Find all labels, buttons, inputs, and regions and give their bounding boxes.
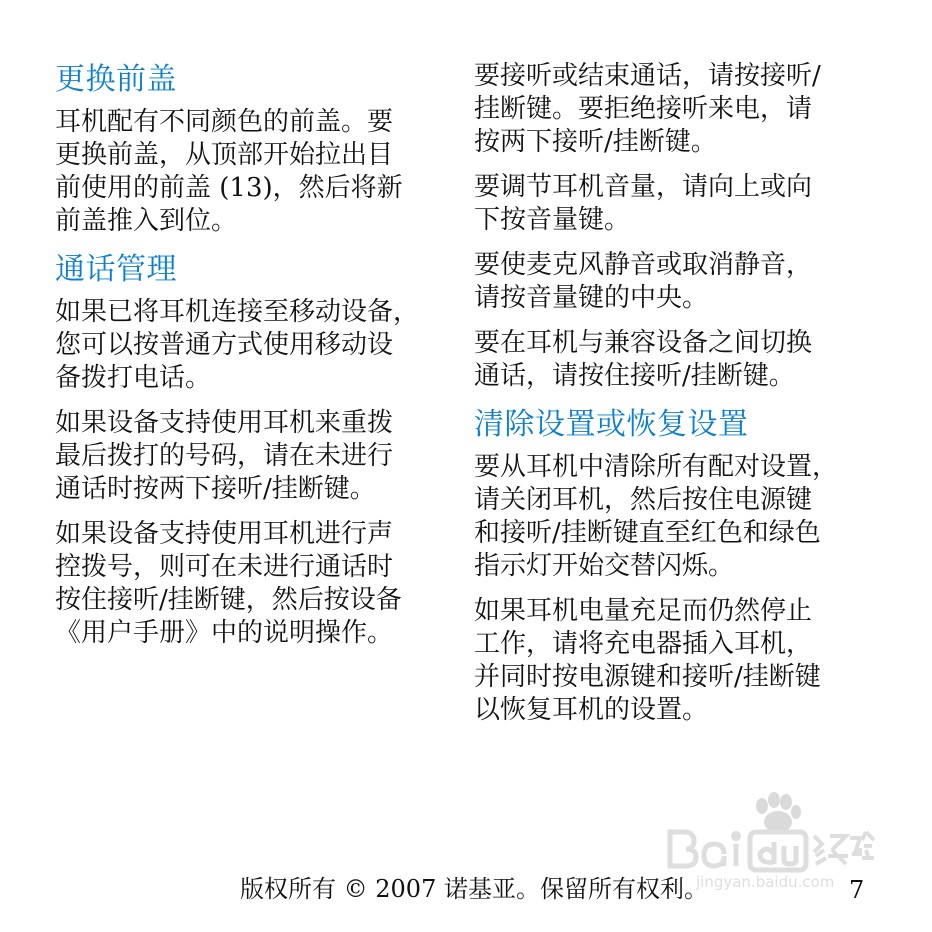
paragraph: 如果耳机电量充足而仍然停止 工作，请将充电器插入耳机， 并同时按电源键和接听/挂断键 以恢复耳机的设置。 [474, 596, 821, 725]
jingyan-glyphs [814, 832, 874, 864]
left-column [55, 60, 430, 662]
paragraph: 要使麦克风静音或取消静音， 请按音量键的中央。 [474, 250, 813, 313]
copyright-footer: 版权所有 © 2007 诺基亚。保留所有权利。 [240, 875, 708, 903]
watermark-url: jingyan.baidu.com [696, 873, 835, 891]
right-column [474, 60, 864, 739]
paragraph: 如果设备支持使用耳机进行声 控拨号，则可在未进行通话时 按住接听/挂断键，然后按设备 《用户手册》中的说明操作。 [55, 519, 402, 648]
section-heading-call-management: 通话管理 [55, 252, 177, 287]
paragraph: 要调节耳机音量，请向上或向 下按音量键。 [474, 172, 813, 235]
paw-icon [756, 792, 801, 833]
paragraph: 要从耳机中清除所有配对设置， 请关闭耳机，然后按住电源键 和接听/挂断键直至红色和绿色 指示灯开始交替闪烁。 [474, 452, 839, 581]
paragraph: 耳机配有不同颜色的前盖。要 更换前盖，从顶部开始拉出目 前使用的前盖 (13)，然后将新 前盖推入到位。 [55, 107, 403, 236]
paragraph: 如果设备支持使用耳机来重拨 最后拨打的号码，请在未进行 通话时按两下接听/挂断键。 [55, 408, 394, 504]
section-heading-replace-cover: 更换前盖 [55, 62, 177, 97]
page-number: 7 [849, 876, 865, 904]
paragraph: 如果已将耳机连接至移动设备， 您可以按普通方式使用移动设 备拨打电话。 [55, 297, 420, 393]
section-heading-clear-settings: 清除设置或恢复设置 [474, 407, 749, 442]
paragraph: 要在耳机与兼容设备之间切换 通话，请按住接听/挂断键。 [474, 328, 813, 391]
baidu-logo-letters [670, 832, 806, 870]
paragraph: 要接听或结束通话，请按接听/ 挂断键。要拒绝接听来电，请 按两下接听/挂断键。 [474, 61, 821, 157]
